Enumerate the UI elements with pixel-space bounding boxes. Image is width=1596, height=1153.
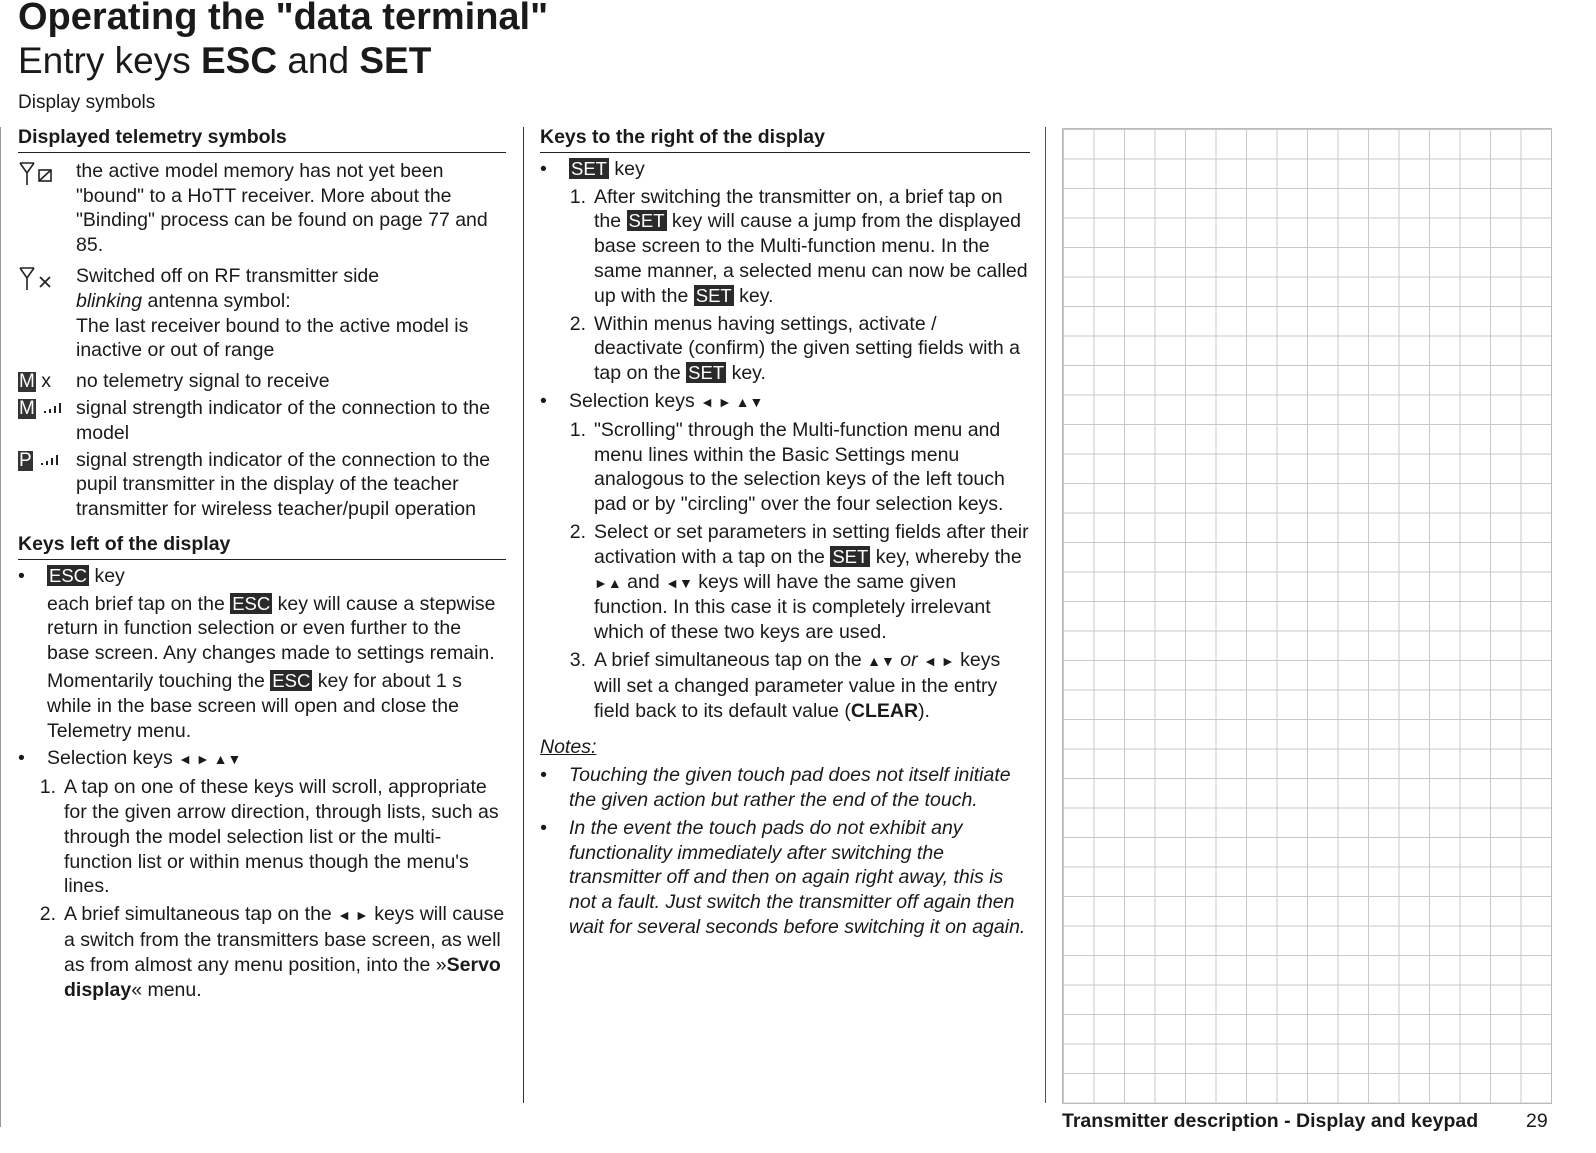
page-subtitle: Entry keys ESC and SET: [18, 40, 432, 81]
pupil-signal-icon: P: [18, 448, 76, 522]
model-signal-icon: M: [18, 396, 76, 446]
notes-grid: [1062, 128, 1552, 1104]
set-key-item: • SET key: [540, 157, 645, 180]
selection-keys-item: • Selection keys ◄ ► ▲▼: [18, 747, 242, 770]
column-divider: [523, 127, 524, 1103]
symbol-row-rf-off: [18, 264, 506, 363]
note-item: • Touching the given touch pad does not itself initiate the given action but rather the end of the touch.: [540, 764, 1011, 811]
antenna-unbound-icon: [18, 159, 76, 258]
selection-keys-item: • Selection keys ◄ ► ▲▼: [540, 389, 764, 412]
section-label: Display symbols: [18, 92, 156, 113]
column-divider-2: [1045, 127, 1046, 1103]
left-border: [0, 127, 1, 1127]
esc-key-item: • ESC key: [18, 564, 125, 587]
notes-label: Notes:: [540, 736, 597, 759]
list-item: 2. Within menus having settings, activate / deactivate (confirm) the given setting fields with a tap on the SET key.: [569, 312, 1020, 385]
list-item: 3. A brief simultaneous tap on the ▲▼ or ◄ ► keys will set a changed parameter value in the entry field back to its default value (CLEAR).: [569, 648, 1001, 722]
symbol-row-pupil-signal: [18, 448, 506, 522]
list-item: 1. After switching the transmitter on, a brief tap on the SET key will cause a jump from the displayed base screen to the Multi-function menu. In the same manner, a selected menu can now be called up with the SET key.: [569, 185, 1028, 307]
symbol-desc: no telemetry signal to receive: [76, 370, 330, 393]
page-number: 29: [1526, 1110, 1548, 1132]
set-key-label: SET: [571, 157, 607, 179]
note-item: • In the event the touch pads do not exhibit any functionality immediately after switching the transmitter off and then on again right away, this is not a fault. Just switch the transmitter off again then wait for several seconds before switching it on again.: [540, 816, 1026, 938]
keys-left-heading: Keys left of the display: [18, 532, 506, 560]
esc-paragraph-2: Momentarily touching the ESC key for about 1 s while in the base screen will open and close the Telemetry menu.: [47, 669, 462, 742]
symbol-desc: signal strength indicator of the connection to the model: [76, 396, 491, 444]
page-title: Operating the "data terminal": [18, 0, 549, 38]
model-no-signal-icon: M x: [19, 370, 51, 393]
keys-right-heading: Keys to the right of the display: [540, 125, 1030, 153]
footer-text: Transmitter description - Display and keypad: [1062, 1110, 1479, 1132]
list-item: 1. A tap on one of these keys will scroll, appropriate for the given arrow direction, through lists, such as through the model selection list or the multi-function list or within menus though the menu's lines.: [39, 776, 499, 898]
list-item: 2. Select or set parameters in setting fields after their activation with a tap on the SET key, whereby the ►▲ and ◄▼ keys will have the same given function. In this case it is completely irrelevant which of these two keys are used.: [569, 520, 1029, 644]
symbol-row-no-signal: [18, 369, 506, 394]
left-column: [18, 122, 506, 1002]
esc-key-label: ESC: [49, 564, 88, 586]
list-item: 1. "Scrolling" through the Multi-function menu and menu lines within the Basic Settings menu analogous to the selection keys of the left touch pad or by "circling" over the four selection keys.: [569, 418, 1005, 516]
symbol-desc: the active model memory has not yet been "bound" to a HoTT receiver. More about the "Binding" process can be found on page 77 and 85.: [76, 159, 488, 257]
telemetry-heading: Displayed telemetry symbols: [18, 125, 506, 153]
arrow-keys-icon: ◄ ► ▲▼: [178, 751, 242, 768]
symbol-row-model-signal: [18, 396, 506, 446]
arrow-keys-icon: ◄ ► ▲▼: [700, 393, 764, 410]
symbol-row-unbound: [18, 159, 506, 258]
symbol-desc: signal strength indicator of the connection to the pupil transmitter in the display of the teacher transmitter for wireless teacher/pupil operation: [76, 448, 491, 521]
antenna-off-icon: [18, 264, 76, 363]
list-item: 2. A brief simultaneous tap on the ◄ ► keys will cause a switch from the transmitters base screen, as well as from almost any menu position, into the »Servo display« menu.: [39, 903, 505, 1001]
symbol-desc: Switched off on RF transmitter side blinking antenna symbol: The last receiver bound to the active model is inactive or out of range: [76, 264, 469, 362]
right-column: [540, 122, 1030, 940]
esc-paragraph-1: each brief tap on the ESC key will cause a stepwise return in function selection or even further to the base screen. Any changes made to settings remain.: [47, 592, 496, 665]
